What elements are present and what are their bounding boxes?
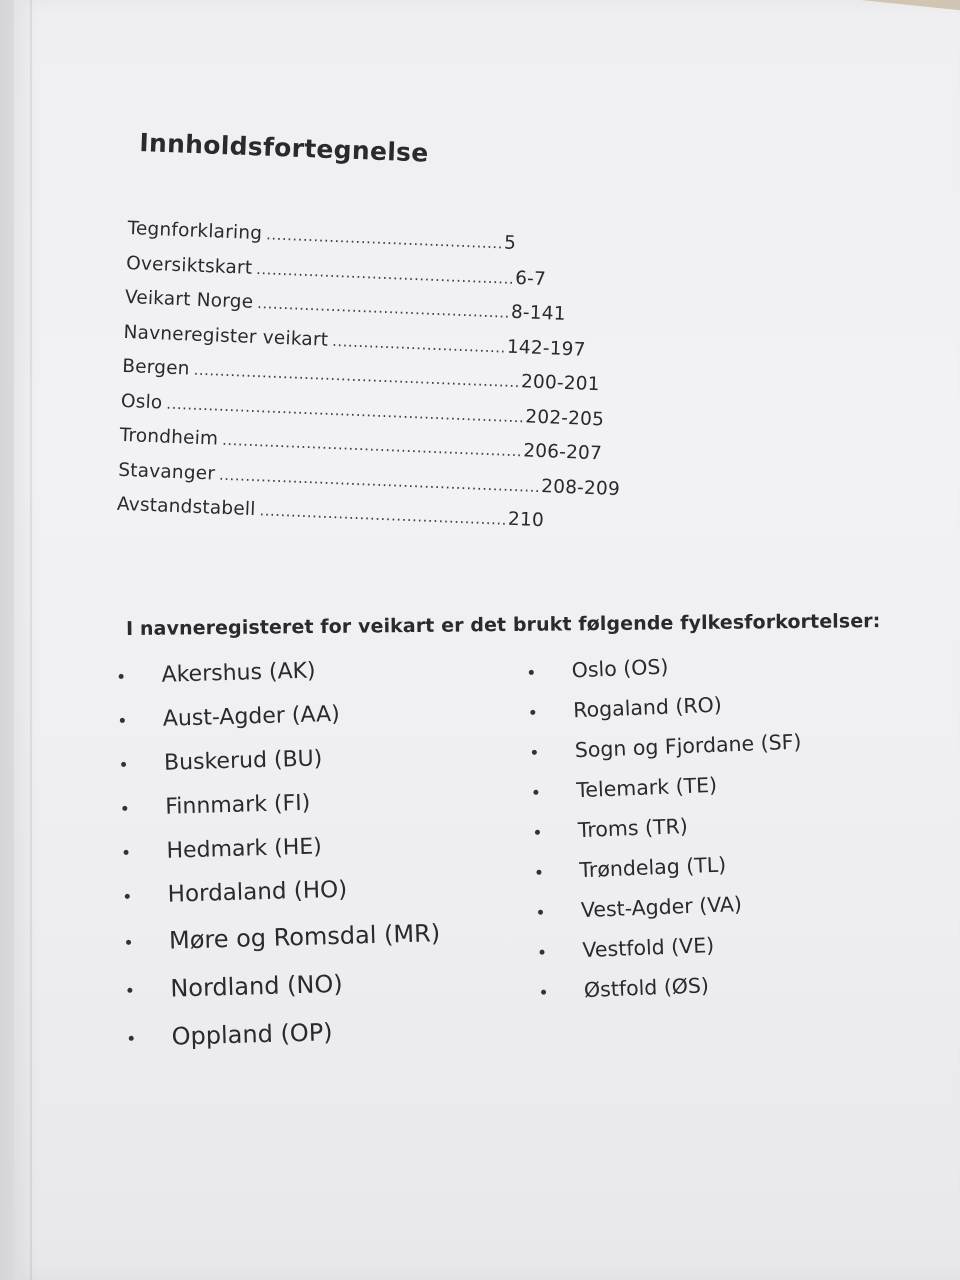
toc-leader-dots: .............................................................. [193,360,521,392]
bullet-icon [533,789,538,794]
toc-entry-page: 200-201 [520,371,601,396]
toc-entry-page: 142-197 [506,336,586,361]
bullet-icon [121,761,126,766]
toc-entry-label: Oversiktskart [125,252,253,279]
toc-entry-label: Veikart Norge [124,286,254,313]
county-name: Oslo (OS) [571,654,669,683]
bullet-icon [119,673,124,678]
county-name: Vest-Agder (VA) [580,891,743,923]
bullet-icon [127,987,132,992]
county-name: Finnmark (FI) [164,790,311,820]
bullet-icon [126,939,131,944]
toc-entry-label: Tegnforklaring [127,218,263,245]
county-name: Trøndelag (TL) [578,852,727,883]
toc-entry-page: 210 [507,508,545,532]
county-name: Møre og Romsdal (MR) [168,919,441,955]
county-list-right [528,642,811,1012]
bullet-icon [541,989,546,994]
toc-leader-dots: .................................................................... [166,394,525,426]
toc-leader-dots: ............................................. [265,225,504,253]
toc-entry-label: Bergen [121,355,191,380]
bullet-icon [538,909,543,914]
county-item [127,957,442,1014]
bullet-icon [535,829,540,834]
bullet-icon [129,1035,134,1040]
toc-leader-dots: ............................................... [259,501,508,529]
county-name: Nordland (NO) [169,969,344,1003]
bullet-icon [125,893,130,898]
bullet-icon [122,805,127,810]
county-list-left [118,645,443,1062]
abbreviations-heading: I navneregisteret for veikart er det brukt følgende fylkesforkortelser: [126,610,881,640]
county-name: Aust-Agder (AA) [162,701,341,732]
county-name: Telemark (TE) [575,772,718,803]
toc-entry-label: Stavanger [117,459,216,485]
county-name: Troms (TR) [577,814,689,843]
toc-leader-dots: ................................................ [256,294,511,322]
toc-entry-label: Avstandstabell [116,493,256,521]
toc-leader-dots: ............................................................. [218,465,541,496]
bullet-icon [120,717,125,722]
county-name: Sogn og Fjordane (SF) [574,729,802,763]
county-name: Østfold (ØS) [583,973,710,1003]
county-name: Rogaland (RO) [572,692,723,723]
bullet-icon [536,869,541,874]
toc-entry-page: 5 [503,232,517,254]
page-title: Innholdsfortegnelse [138,128,430,168]
toc-entry-label: Trondheim [119,424,219,450]
county-name: Hordaland (HO) [167,876,348,908]
toc-entry-label: Navneregister veikart [123,321,329,351]
bullet-icon [123,849,128,854]
bullet-icon [529,669,534,674]
bullet-icon [530,709,535,714]
table-of-contents [116,218,648,548]
county-item [128,1005,443,1062]
toc-leader-dots: ......................................................... [221,430,523,461]
bullet-icon [532,749,537,754]
toc-leader-dots: ................................................. [255,259,515,288]
toc-entry-label: Oslo [120,390,163,413]
toc-entry-page: 8-141 [510,301,567,325]
toc-entry-page: 202-205 [524,405,605,430]
toc-leader-dots: ................................. [331,331,507,357]
county-name: Vestfold (VE) [582,933,715,963]
county-item [125,909,440,966]
toc-entry-page: 206-207 [522,440,603,465]
toc-entry-page: 208-209 [540,475,621,500]
county-name: Akershus (AK) [161,657,316,688]
county-name: Oppland (OP) [171,1018,333,1051]
county-name: Buskerud (BU) [163,745,323,776]
county-name: Hedmark (HE) [166,833,323,864]
bullet-icon [539,949,544,954]
toc-entry-page: 6-7 [514,267,547,290]
